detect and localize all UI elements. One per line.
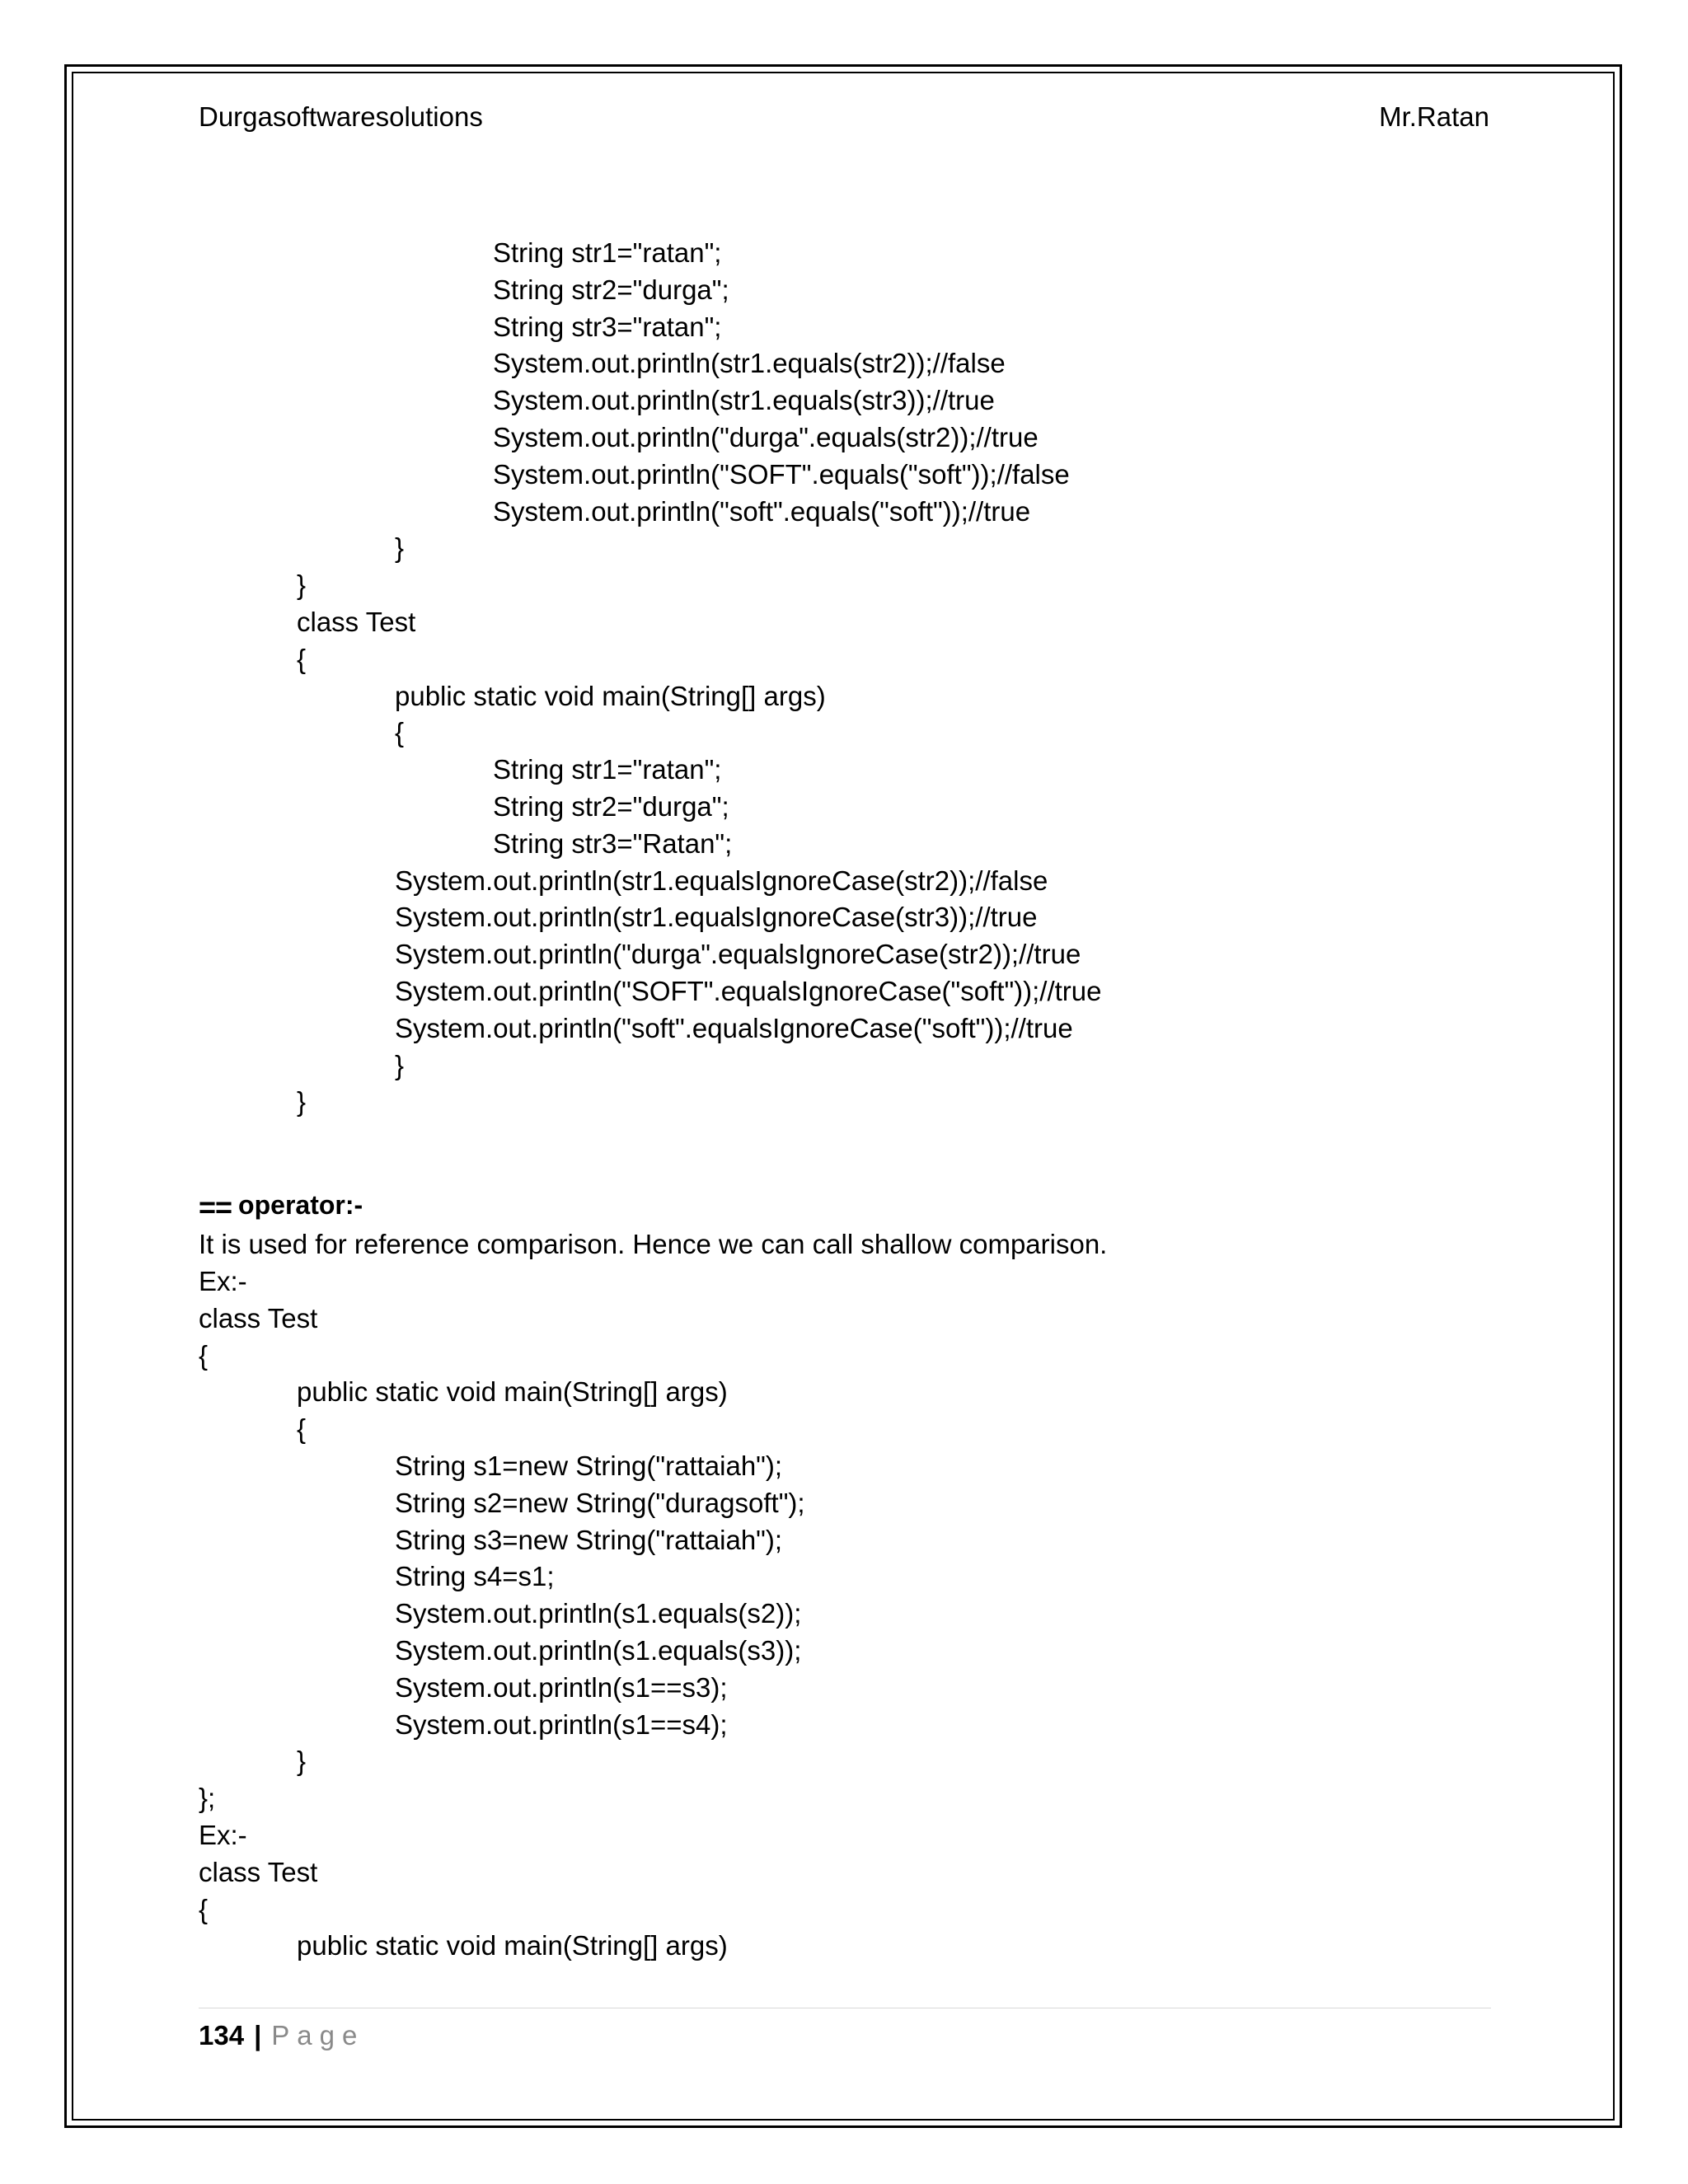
code-line: String s2=new String("duragsoft"); [395, 1488, 805, 1518]
code-line: System.out.println("soft".equalsIgnoreCase("soft"));//true [395, 1013, 1073, 1043]
heading-symbol: == [199, 1190, 232, 1224]
code-line: } [297, 1086, 307, 1117]
section-heading [199, 1187, 363, 1224]
code-line: public static void main(String[] args) [297, 1930, 728, 1961]
code-line: System.out.println(s1.equals(s3)); [395, 1635, 802, 1666]
code-line: String s3=new String("rattaiah"); [395, 1525, 783, 1555]
code-line: System.out.println("soft".equals("soft"));//true [493, 496, 1031, 527]
code-line: public static void main(String[] args) [395, 681, 826, 711]
code-line: public static void main(String[] args) [297, 1376, 728, 1407]
code-line: System.out.println(s1==s3); [395, 1672, 728, 1703]
code-line: System.out.println(s1==s4); [395, 1709, 728, 1740]
code-line: String str2="durga"; [493, 274, 729, 305]
code-line: String s4=s1; [395, 1561, 555, 1591]
code-line: String str2="durga"; [493, 791, 729, 822]
footer-separator: | [254, 2020, 262, 2050]
code-line: class Test [199, 1303, 318, 1333]
code-line: String str1="ratan"; [493, 237, 722, 268]
code-line: System.out.println("durga".equals(str2));//true [493, 422, 1039, 452]
code-line: String str3="ratan"; [493, 312, 722, 342]
code-line: String s1=new String("rattaiah"); [395, 1451, 783, 1481]
code-line: { [297, 644, 307, 674]
code-line: } [395, 1050, 405, 1080]
code-line: String str1="ratan"; [493, 754, 722, 785]
code-line: System.out.println(str1.equals(str3));//true [493, 385, 995, 415]
code-line: Ex:- [199, 1820, 247, 1850]
header-right: Mr.Ratan [1379, 101, 1489, 132]
code-line: System.out.println(str1.equalsIgnoreCase(str2));//false [395, 865, 1048, 896]
code-line: { [297, 1413, 307, 1444]
code-line: System.out.println(str1.equalsIgnoreCase(str3));//true [395, 902, 1038, 932]
page-number: 134 [199, 2020, 245, 2050]
section-description: It is used for reference comparison. Hence we can call shallow comparison. [199, 1229, 1108, 1259]
code-line: } [395, 532, 405, 563]
code-line: }; [199, 1783, 216, 1813]
code-line: System.out.println("SOFT".equals("soft"));//false [493, 459, 1070, 490]
code-line: { [395, 717, 405, 748]
code-line: Ex:- [199, 1266, 247, 1296]
page-label: Page [271, 2020, 365, 2050]
code-line: System.out.println("SOFT".equalsIgnoreCase("soft"));//true [395, 976, 1102, 1006]
code-line: { [199, 1894, 209, 1924]
code-line: } [297, 569, 307, 600]
code-line: System.out.println(str1.equals(str2));//false [493, 348, 1006, 378]
code-line: } [297, 1746, 307, 1776]
header-left: Durgasoftwaresolutions [199, 101, 483, 132]
code-line: System.out.println("durga".equalsIgnoreCase(str2));//true [395, 939, 1081, 969]
code-line: String str3="Ratan"; [493, 828, 733, 859]
code-line: System.out.println(s1.equals(s2)); [395, 1598, 802, 1629]
code-line: { [199, 1340, 209, 1371]
code-line: class Test [199, 1857, 318, 1887]
footer [199, 2018, 364, 2054]
code-line: class Test [297, 607, 416, 637]
heading-text: operator:- [238, 1190, 363, 1220]
